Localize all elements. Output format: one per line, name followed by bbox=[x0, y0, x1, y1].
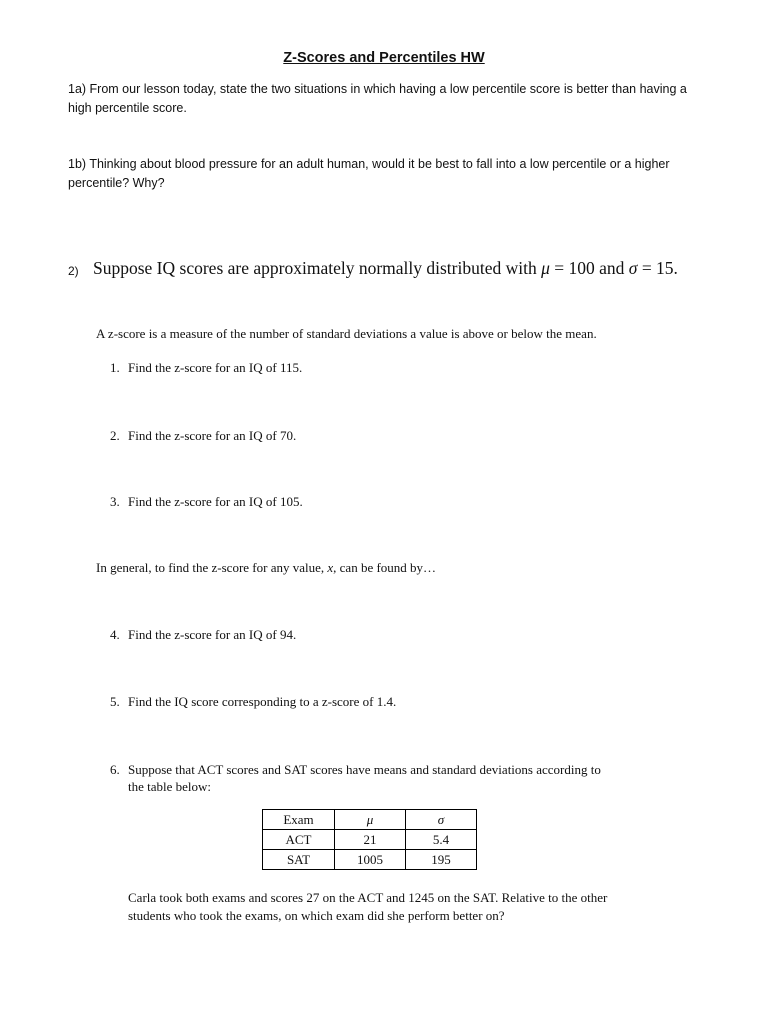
carla-question: Carla took both exams and scores 27 on the ACT and 1245 on the SAT. Relative to the other students who took the exams, on which exam did she perform better on? bbox=[128, 890, 608, 923]
item-number: 6. bbox=[110, 762, 120, 777]
mu-value: = 100 and bbox=[549, 258, 629, 278]
question-2-stem-text: Suppose IQ scores are approximately normally distributed with bbox=[93, 258, 542, 278]
item-number: 2. bbox=[110, 428, 120, 443]
item-text: Find the z-score for an IQ of 94. bbox=[128, 627, 297, 642]
item-number: 1. bbox=[110, 360, 120, 375]
list-item bbox=[110, 627, 296, 643]
table-cell: ACT bbox=[263, 830, 335, 850]
item-text: Find the IQ score corresponding to a z-score of 1.4. bbox=[128, 694, 397, 709]
list-item bbox=[110, 428, 296, 444]
list-item bbox=[110, 360, 302, 376]
page-title: Z-Scores and Percentiles HW bbox=[283, 50, 485, 66]
table-row bbox=[263, 830, 477, 850]
sigma-symbol: σ bbox=[628, 258, 638, 278]
item-text: Find the z-score for an IQ of 105. bbox=[128, 494, 303, 509]
general-formula-prompt bbox=[96, 560, 436, 576]
table-header-cell: Exam bbox=[263, 810, 335, 830]
table-header-row bbox=[263, 810, 477, 830]
item-text: Find the z-score for an IQ of 70. bbox=[128, 428, 297, 443]
table-cell: SAT bbox=[263, 850, 335, 870]
table-cell: 21 bbox=[335, 830, 406, 850]
item-number: 3. bbox=[110, 494, 120, 509]
question-1a: 1a) From our lesson today, state the two situations in which having a low percentile score is better than having a high percentile score. bbox=[68, 82, 687, 115]
item-number: 5. bbox=[110, 694, 120, 709]
question-1b: 1b) Thinking about blood pressure for an adult human, would it be best to fall into a low percentile or a higher percentile? Why? bbox=[68, 157, 670, 190]
item-text-continued: the table below: bbox=[128, 779, 212, 794]
variable-x: x bbox=[327, 560, 334, 575]
general-suffix: , can be found by… bbox=[333, 560, 437, 575]
item-text: Find the z-score for an IQ of 115. bbox=[128, 360, 303, 375]
table-cell: 195 bbox=[406, 850, 477, 870]
exam-stats-table bbox=[262, 809, 477, 870]
table-row bbox=[263, 850, 477, 870]
general-prefix: In general, to find the z-score for any value, bbox=[96, 560, 328, 575]
question-2-stem bbox=[93, 258, 678, 279]
mu-symbol: μ bbox=[541, 258, 550, 278]
question-2-number: 2) bbox=[68, 264, 79, 278]
table-header-cell: σ bbox=[406, 810, 477, 830]
item-number: 4. bbox=[110, 627, 120, 642]
table-header-cell: μ bbox=[335, 810, 406, 830]
table-cell: 1005 bbox=[335, 850, 406, 870]
table-cell: 5.4 bbox=[406, 830, 477, 850]
sigma-value: = 15. bbox=[637, 258, 678, 278]
list-item bbox=[110, 694, 396, 710]
zscore-definition: A z-score is a measure of the number of standard deviations a value is above or below the mean. bbox=[96, 326, 597, 341]
list-item bbox=[110, 494, 303, 510]
list-item bbox=[110, 761, 670, 795]
item-text: Suppose that ACT scores and SAT scores have means and standard deviations according to bbox=[128, 762, 601, 777]
